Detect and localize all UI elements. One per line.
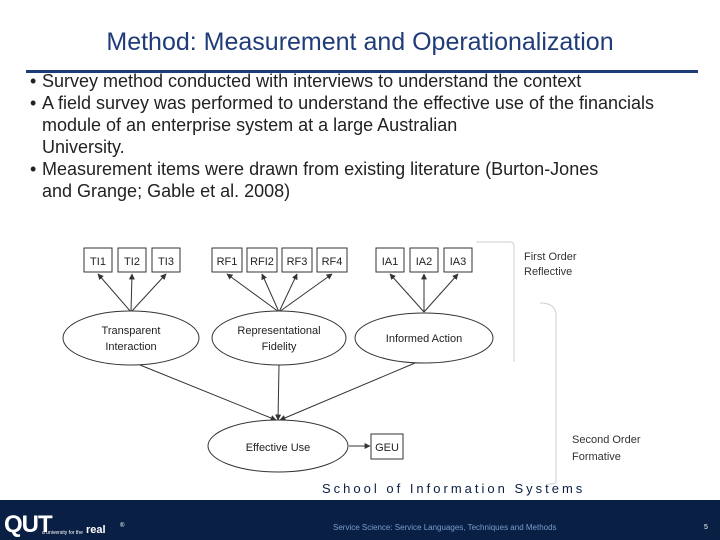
- indicator-label: IA3: [449, 256, 467, 268]
- indicator-group-ti: [84, 248, 180, 272]
- bullet-text: • Survey method conducted with interviews to understand the context: [42, 71, 582, 91]
- construct-label: Fidelity: [261, 341, 297, 353]
- footer-school-name: School of Information Systems: [322, 481, 586, 496]
- registered-mark: ®: [120, 523, 125, 529]
- formative-label: Formative: [572, 451, 621, 463]
- construct-label: Informed Action: [385, 333, 463, 345]
- second-order-bracket: [540, 303, 556, 484]
- reflective-label: Reflective: [524, 266, 573, 278]
- bullet-text-continued: University.: [42, 137, 125, 157]
- indicator-group-rf: [212, 248, 347, 272]
- first-order-label: First Order: [524, 251, 577, 263]
- bullet-text: • A field survey was performed to understand the effective use of the financials module of an enterprise system at a large Australian: [42, 93, 655, 135]
- bullet-text: • Measurement items were drawn from existing literature (Burton-Jones: [42, 159, 599, 179]
- qut-logo: QUT: [4, 511, 52, 538]
- indicator-label: TI2: [124, 256, 140, 268]
- indicator-label: TI3: [158, 256, 174, 268]
- indicator-group-ia: [376, 248, 472, 272]
- second-order-label: Second Order: [572, 434, 641, 446]
- construct-transparent-interaction: [63, 311, 199, 365]
- indicator-label: IA2: [415, 256, 433, 268]
- indicator-label: RF3: [286, 256, 308, 268]
- bullet-text-continued: and Grange; Gable et al. 2008): [42, 181, 291, 201]
- indicator-label: GEU: [375, 442, 399, 454]
- slide-number: 5: [704, 524, 708, 531]
- construct-representational-fidelity: [212, 311, 346, 365]
- construct-label: Representational: [237, 325, 321, 337]
- indicator-label: IA1: [381, 256, 399, 268]
- footer-bar: [0, 500, 720, 540]
- construct-label: Effective Use: [245, 442, 311, 454]
- indicator-label: RF4: [321, 256, 343, 268]
- logo-tagline: a university for the: [42, 530, 83, 536]
- indicator-label: RF1: [216, 256, 238, 268]
- construct-label: Transparent: [101, 325, 161, 337]
- logo-real: real: [86, 524, 106, 536]
- reflective-arrows: [98, 274, 458, 312]
- construct-label: Interaction: [105, 341, 157, 353]
- footer-subtitle: Service Science: Service Languages, Techniques and Methods: [333, 523, 557, 532]
- indicator-label: RFI2: [250, 256, 274, 268]
- indicator-label: TI1: [90, 256, 106, 268]
- slide-title: Method: Measurement and Operationalization: [106, 28, 614, 56]
